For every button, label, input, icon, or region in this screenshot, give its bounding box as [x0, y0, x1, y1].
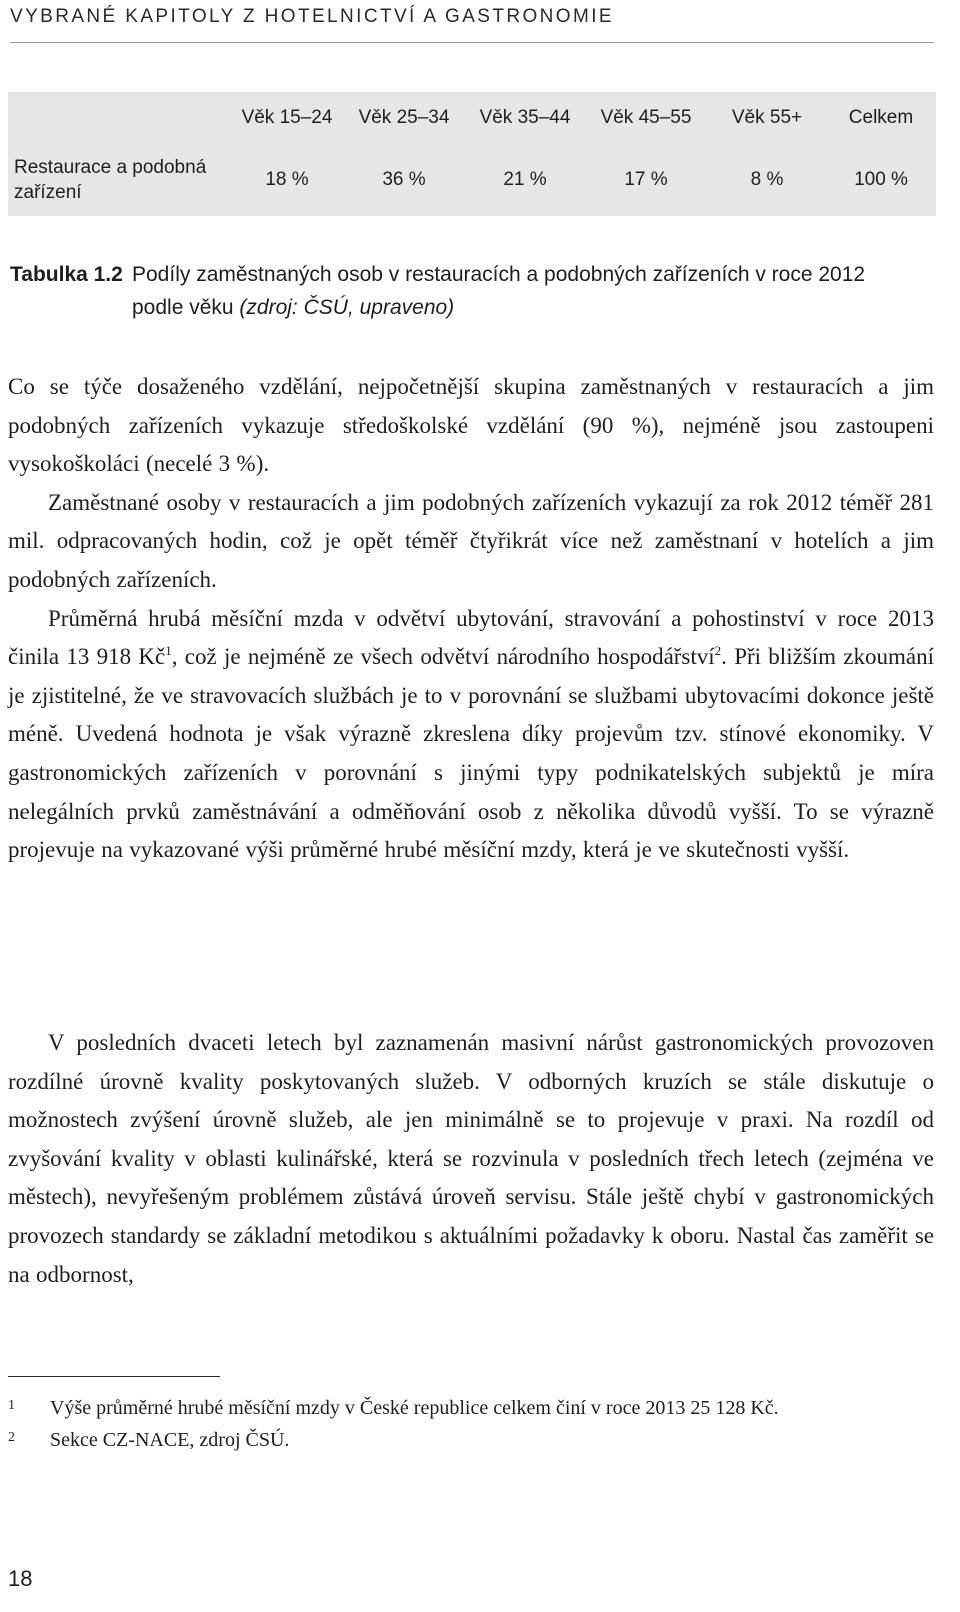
header-rule: [10, 42, 934, 43]
paragraph: [8, 600, 934, 870]
age-distribution-table: [8, 92, 936, 216]
caption-line-1: [10, 258, 920, 291]
table-header-row: [8, 92, 936, 144]
footnote-reference[interactable]: 2: [714, 643, 722, 659]
row-label: Restaurace a podobná zařízení: [14, 157, 207, 203]
table-caption: [10, 258, 920, 324]
footnote-separator: [8, 1376, 220, 1377]
body-text-block: [8, 368, 934, 870]
column-header: Věk 35–44: [479, 107, 571, 128]
table-cell: 100 %: [854, 169, 908, 190]
table-cell: 17 %: [624, 169, 668, 190]
column-header: Věk 15–24: [241, 107, 333, 128]
paragraph: V posledních dvaceti letech byl zaznamenán masivní nárůst gastronomických provozoven rozdílné úrovně kvality poskytovaných služeb. V odborných kruzích se stále diskutuje o možnostech zvýšení úrovně služeb, ale jen minimálně se to projevuje v praxi. Na rozdíl od zvyšování kvality v oblasti kulinářské, která se rozvinula v posledních třech letech (zejména ve městech), nevyřešeným problémem zůstává úroveň servisu. Stále ještě chybí v gastronomických provozech standardy se základní metodikou s aktuálními požadavky k oboru. Nastal čas zaměřit se na odbornost,: [8, 1030, 934, 1287]
page-number: 18: [8, 1566, 33, 1591]
footnote-reference[interactable]: 1: [165, 643, 172, 659]
paragraph-text: , což je nejméně ze všech odvětví národního hospodářství: [171, 644, 715, 670]
caption-text-continued: podle věku: [132, 296, 240, 319]
column-header: Celkem: [848, 107, 914, 128]
caption-line-2: [10, 291, 920, 324]
table-cell: 18 %: [265, 169, 309, 190]
paragraph-text: Průměrná hrubá měsíční mzda v odvětví ubytování, stravování a pohostinství v roce 2013 činila 13 918 Kč: [8, 605, 934, 670]
table-cell: 21 %: [503, 169, 547, 190]
footnote-number: 1: [8, 1398, 15, 1413]
caption-text: Podíly zaměstnaných osob v restauracích a podobných zařízeních v roce 2012: [132, 263, 866, 286]
caption-source: (zdroj: ČSÚ, upraveno): [239, 296, 455, 319]
footnote-text: Sekce CZ-NACE, zdroj ČSÚ.: [50, 1429, 290, 1451]
table-row: [8, 144, 936, 216]
paragraph: Zaměstnané osoby v restauracích a jim podobných zařízeních vykazují za rok 2012 téměř 281 mil. odpracovaných hodin, což je opět téměř čtyřikrát více než zaměstnaní v hotelích a jim podobných zařízeních.: [8, 489, 934, 592]
body-text-block: [8, 1024, 934, 1294]
footnote: [8, 1392, 934, 1424]
footnote: [8, 1424, 934, 1456]
paragraph-text: . Při bližším zkoumání je zjistitelné, že ve stravovacích službách je to v porovnání se službami ubytovacími dokonce ještě méně. Uvedená hodnota je však výrazně zkreslena díky projevům tzv. stínové ekonomiky. V gastronomických zařízeních v porovnání s jinými typy podnikatelských subjektů je míra nelegálních prvků zaměstnávání a odměňování osob z několika důvodů vyšší. To se výrazně projevuje na vykazované výši průměrné hrubé měsíční mzdy, která je ve skutečnosti vyšší.: [8, 644, 934, 863]
table-cell: 8 %: [750, 169, 784, 190]
table-corner-cell: [8, 92, 232, 144]
footnote-text: Výše průměrné hrubé měsíční mzdy v České republice celkem činí v roce 2013 25 128 Kč.: [50, 1397, 779, 1419]
column-header: Věk 45–55: [600, 107, 692, 128]
table-cell: 36 %: [382, 169, 426, 190]
column-header: Věk 55+: [731, 107, 803, 128]
paragraph: Co se týče dosaženého vzdělání, nejpočetnější skupina zaměstnaných v restauracích a jim podobných zařízeních vykazuje středoškolské vzdělání (90 %), nejméně jsou zastoupeni vysokoškoláci (necelé 3 %).: [8, 374, 934, 477]
running-header: VYBRANÉ KAPITOLY Z HOTELNICTVÍ A GASTRONOMIE: [10, 6, 614, 27]
column-header: Věk 25–34: [358, 107, 450, 128]
caption-label: Tabulka 1.2: [10, 263, 123, 286]
footnote-number: 2: [8, 1430, 15, 1445]
footnotes: [8, 1392, 934, 1456]
